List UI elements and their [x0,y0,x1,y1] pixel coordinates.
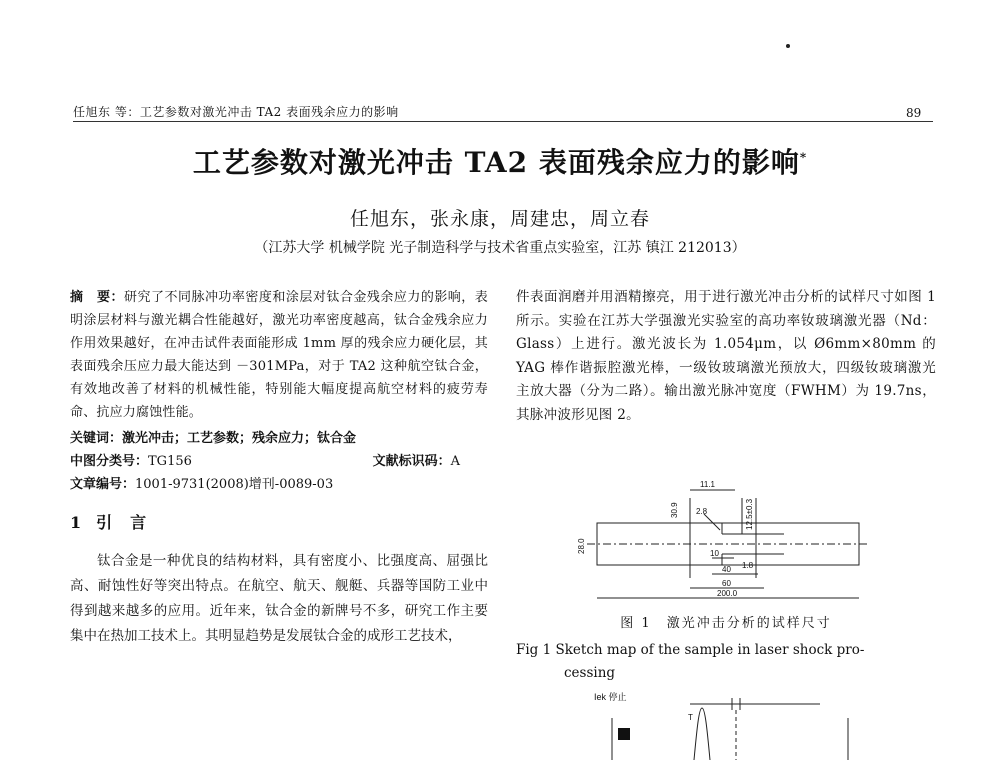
specimen-dimension-figure [572,478,872,608]
paper-title-text: 工艺参数对激光冲击 TA2 表面残余应力的影响 [192,146,800,179]
keywords [70,427,488,450]
article-id-value: 1001-9731(2008)增刊-0089-03 [135,477,334,492]
abstract-text: 研究了不同脉冲功率密度和涂层对钛合金残余应力的影响，表明涂层材料与激光耦合性能越好，激光功率密度越高，钛合金残余应力作用效果越好，在冲击试件表面能形成 1mm 厚的残余应力硬化层，其表面残余压应力最大能达到 －301MPa，对于 TA2 这种航空钛合金，有效地改善了材料的机械性能，特别能大幅度提高航空材料的疲劳寿命、抗应力腐蚀性能。 [70,290,488,420]
dim-label-11-1: 11.1 [700,480,715,489]
article-id-label: 文章编号： [70,477,136,492]
figure1-caption-cn: 图 1 激光冲击分析的试样尺寸 [620,616,832,631]
dim-label-28: 28.0 [577,538,586,554]
right-column [516,286,936,427]
pulse-waveform-figure [590,688,890,760]
figure2-marker [618,728,630,740]
header-rule [73,121,933,122]
stray-dot [786,44,790,48]
figure2-top-label: Iek 停止 [594,692,627,702]
page-number: 89 [906,106,922,120]
classification-row [70,450,460,473]
leader-2-8 [704,514,720,530]
dim-label-30-9: 30.9 [670,502,679,518]
section-title: 引 言 [96,513,148,532]
figure2-t-label: T [688,713,693,722]
section-number: 1 [70,513,83,532]
authors: 任旭东，张永康，周建忠，周立春 [349,208,650,230]
figure1-caption-en-line1: Fig 1 Sketch map of the sample in laser shock pro- [516,642,865,658]
classification-label: 中图分类号： [70,454,149,469]
dim-label-60: 60 [722,579,731,588]
dim-label-12-5: 12.5±0.3 [745,498,754,530]
figure1-caption-en-line2: cessing [564,665,616,681]
keywords-text: 激光冲击；工艺参数；残余应力；钛合金 [122,431,357,446]
dim-label-2-8: 2.8 [696,507,708,516]
method-paragraph: 件表面润磨并用酒精擦亮，用于进行激光冲击分析的试样尺寸如图 1 所示。实验在江苏大学强激光实验室的高功率钕玻璃激光器（Nd：Glass）上进行。激光波长为 1.054μm，以 Ø6mm×80mm 的 YAG 棒作谐振腔激光棒，一级钕玻璃激光预放大，四级钕玻璃激光主放大器（分为二路）。输出激光脉冲宽度（FWHM）为 19.7ns，其脉冲波形见图 2。 [516,289,936,423]
dim-label-40: 40 [722,565,731,574]
classification-value: TG156 [148,454,192,469]
dim-label-10: 10 [710,549,719,558]
title-footnote-mark: * [799,150,808,165]
doc-code-label: 文献标识码： [372,454,451,469]
left-column [70,286,488,649]
abstract [70,286,488,424]
dim-label-1-8: 1.8 [742,561,754,570]
section-heading [70,510,488,533]
intro-paragraph: 钛合金是一种优良的结构材料，具有密度小、比强度高、屈强比高、耐蚀性好等突出特点。在航空、航天、舰艇、兵器等国防工业中得到越来越多的应用。近年来，钛合金的新牌号不多，研究工作主要集中在热加工技术上。其明显趋势是发展钛合金的成形工艺技术， [70,553,488,644]
pulse-curve [694,708,710,760]
running-head: 任旭东 等：工艺参数对激光冲击 TA2 表面残余应力的影响 [73,105,399,119]
abstract-label: 摘 要： [70,290,124,305]
paper-title [0,141,1000,181]
affiliation: （江苏大学 机械学院 光子制造科学与技术省重点实验室，江苏 镇江 212013） [254,240,746,256]
dim-label-200: 200.0 [717,589,738,598]
article-id [70,473,488,496]
figure1-caption-en [516,639,936,685]
keywords-label: 关键词： [70,431,123,446]
doc-code-value: A [450,454,460,469]
